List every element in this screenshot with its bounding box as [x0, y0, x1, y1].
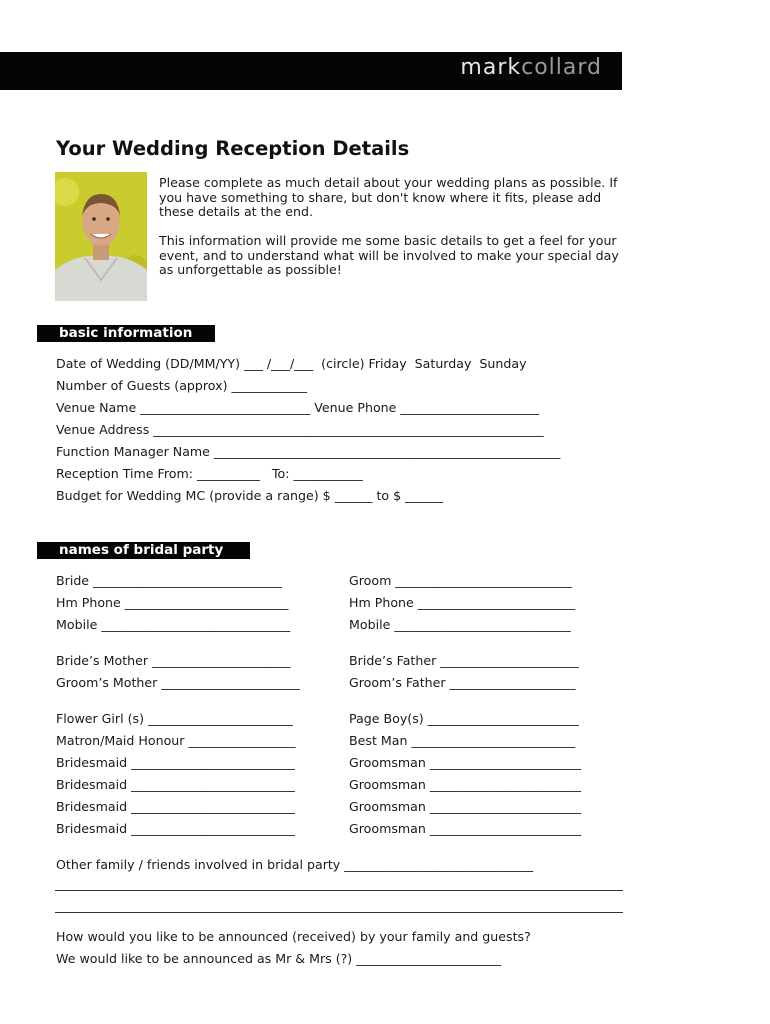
mc-budget-field[interactable]: Budget for Wedding MC (provide a range) $ ______ to $ ______ [56, 488, 443, 503]
reception-time-field[interactable]: Reception Time From: __________ To: ___________ [56, 466, 363, 481]
bridesmaid-field[interactable]: Bridesmaid __________________________ [56, 777, 295, 792]
wedding-date-field[interactable]: Date of Wedding (DD/MM/YY) ___ /___/___ (circle) Friday Saturday Sunday [56, 356, 527, 371]
brand-logo-part1: mark [460, 55, 522, 80]
bride-mobile-field[interactable]: Mobile ______________________________ [56, 617, 291, 632]
groomsman-field[interactable]: Groomsman ________________________ [349, 755, 581, 770]
bride-name-field[interactable]: Bride ______________________________ [56, 573, 282, 588]
bridesmaid-field[interactable]: Bridesmaid __________________________ [56, 799, 295, 814]
section-heading-basic-information: basic information [37, 325, 215, 342]
matron-maid-honour-field[interactable]: Matron/Maid Honour _________________ [56, 733, 296, 748]
venue-address-field[interactable]: Venue Address ______________________________________________________________ [56, 422, 544, 437]
groomsman-field[interactable]: Groomsman ________________________ [349, 821, 581, 836]
groom-mobile-field[interactable]: Mobile ____________________________ [349, 617, 571, 632]
groom-home-phone-field[interactable]: Hm Phone _________________________ [349, 595, 576, 610]
brand-logo-part2: collard [521, 55, 602, 80]
intro-text [159, 176, 629, 292]
brides-mother-field[interactable]: Bride’s Mother ______________________ [56, 653, 291, 668]
page-boy-field[interactable]: Page Boy(s) ________________________ [349, 711, 579, 726]
flower-girl-field[interactable]: Flower Girl (s) _______________________ [56, 711, 293, 726]
bridesmaid-field[interactable]: Bridesmaid __________________________ [56, 821, 295, 836]
guest-count-field[interactable]: Number of Guests (approx) ____________ [56, 378, 308, 393]
bride-home-phone-field[interactable]: Hm Phone __________________________ [56, 595, 289, 610]
groomsman-field[interactable]: Groomsman ________________________ [349, 777, 581, 792]
brand-logo [460, 55, 602, 80]
blank-answer-line[interactable] [55, 912, 623, 913]
page-title: Your Wedding Reception Details [56, 137, 410, 160]
groomsman-field[interactable]: Groomsman ________________________ [349, 799, 581, 814]
venue-name-phone-field[interactable]: Venue Name ___________________________ Venue Phone ______________________ [56, 400, 539, 415]
announcement-field[interactable]: We would like to be announced as Mr & Mrs (?) _______________________ [56, 951, 502, 966]
brides-father-field[interactable]: Bride’s Father ______________________ [349, 653, 579, 668]
announcement-question: How would you like to be announced (received) by your family and guests? [56, 929, 531, 944]
other-family-field[interactable]: Other family / friends involved in bridal party ______________________________ [56, 857, 534, 872]
intro-paragraph-1: Please complete as much detail about your wedding plans as possible. If you have something to share, but don't know where it fits, please add these details at the end. [159, 175, 618, 219]
grooms-mother-field[interactable]: Groom’s Mother ______________________ [56, 675, 300, 690]
intro-paragraph-2: This information will provide me some basic details to get a feel for your event, and to understand what will be involved to make your special day as unforgettable as possible! [159, 233, 619, 277]
portrait-photo [55, 172, 147, 301]
groom-name-field[interactable]: Groom ____________________________ [349, 573, 572, 588]
function-manager-field[interactable]: Function Manager Name _______________________________________________________ [56, 444, 561, 459]
best-man-field[interactable]: Best Man __________________________ [349, 733, 576, 748]
bridesmaid-field[interactable]: Bridesmaid __________________________ [56, 755, 295, 770]
header-bar [0, 52, 622, 90]
section-heading-bridal-party: names of bridal party [37, 542, 250, 559]
grooms-father-field[interactable]: Groom’s Father ____________________ [349, 675, 576, 690]
blank-answer-line[interactable] [55, 890, 623, 891]
